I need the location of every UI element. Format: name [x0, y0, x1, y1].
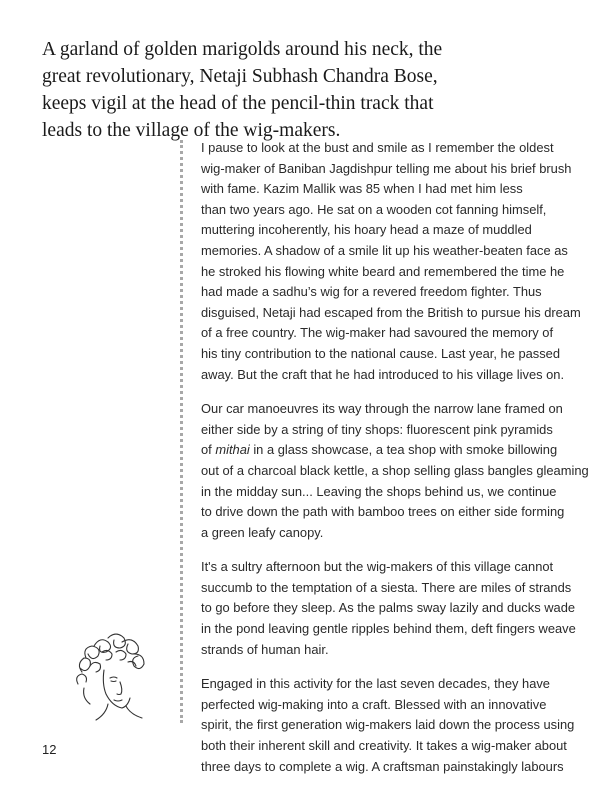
text-line: It's a sultry afternoon but the wig-makers of this village cannot	[201, 559, 554, 575]
italic-term-mithai: mithai	[215, 442, 250, 458]
text-line: his tiny contribution to the national cause. Last year, he passed	[201, 345, 561, 361]
text-line: either side by a string of tiny shops: fluorescent pink pyramids	[201, 421, 553, 437]
text-line: with fame. Kazim Mallik was 85 when I had met him less	[201, 181, 523, 197]
text-line: to drive down the path with bamboo trees on either side forming	[201, 504, 565, 520]
text-line: a green leafy canopy.	[201, 524, 324, 540]
text-line: Engaged in this activity for the last seven decades, they have	[201, 676, 550, 692]
text-line: memories. A shadow of a smile lit up his weather-beaten face as	[201, 242, 568, 258]
text-line: muttering incoherently, his hoary head a maze of muddled	[201, 222, 532, 238]
article-body	[201, 138, 589, 791]
paragraph-3	[201, 557, 586, 660]
dotted-divider	[180, 140, 183, 723]
intro-line: A garland of golden marigolds around his neck, the	[42, 39, 443, 60]
intro-line: keeps vigil at the head of the pencil-thin track that	[42, 93, 434, 114]
text-fragment: of	[201, 442, 216, 458]
text-line: he stroked his flowing white beard and remembered the time he	[201, 263, 565, 279]
text-line: to go before they sleep. As the palms sway lazily and ducks wade	[201, 600, 576, 616]
text-line	[201, 440, 586, 461]
text-line: than two years ago. He sat on a wooden cot fanning himself,	[201, 201, 547, 217]
text-line: out of a charcoal black kettle, a shop selling glass bangles gleaming	[201, 462, 589, 478]
paragraph-2	[201, 399, 589, 543]
text-line: perfected wig-making into a craft. Blessed with an innovative	[201, 696, 547, 712]
text-line: spirit, the first generation wig-makers laid down the process using	[201, 717, 575, 733]
text-line: had made a sadhu’s wig for a revered freedom fighter. Thus	[201, 284, 542, 300]
page-number: 12	[42, 742, 57, 757]
intro-line: leads to the village of the wig-makers.	[42, 120, 341, 141]
text-fragment: a glass showcase, a tea shop with smoke billowing	[266, 442, 558, 458]
text-line: in the midday sun... Leaving the shops behind us, we continue	[201, 483, 557, 499]
paragraph-4	[201, 674, 586, 777]
text-line: disguised, Netaji had escaped from the British to pursue his dream	[201, 304, 581, 320]
text-line: away. But the craft that he had introduced to his village lives on.	[201, 366, 565, 382]
text-line: of a free country. The wig-maker had savoured the memory of	[201, 325, 554, 341]
text-line: in the pond leaving gentle ripples behind them, deft fingers weave	[201, 621, 576, 637]
intro-line: great revolutionary, Netaji Subhash Chandra Bose,	[42, 66, 438, 87]
text-line: succumb to the temptation of a siesta. There are miles of strands	[201, 579, 572, 595]
intro-heading	[42, 36, 462, 144]
text-line: strands of human hair.	[201, 641, 329, 657]
text-line: I pause to look at the bust and smile as I remember the oldest	[201, 140, 554, 155]
curly-hair-sketch-icon	[64, 626, 164, 726]
text-fragment: in	[249, 442, 267, 458]
paragraph-1	[201, 138, 586, 385]
text-line: three days to complete a wig. A craftsman painstakingly labours	[201, 758, 564, 774]
text-line: both their inherent skill and creativity. It takes a wig-maker about	[201, 738, 567, 754]
text-line: wig-maker of Baniban Jagdishpur telling me about his brief brush	[201, 160, 572, 176]
text-line: Our car manoeuvres its way through the narrow lane framed on	[201, 401, 563, 417]
